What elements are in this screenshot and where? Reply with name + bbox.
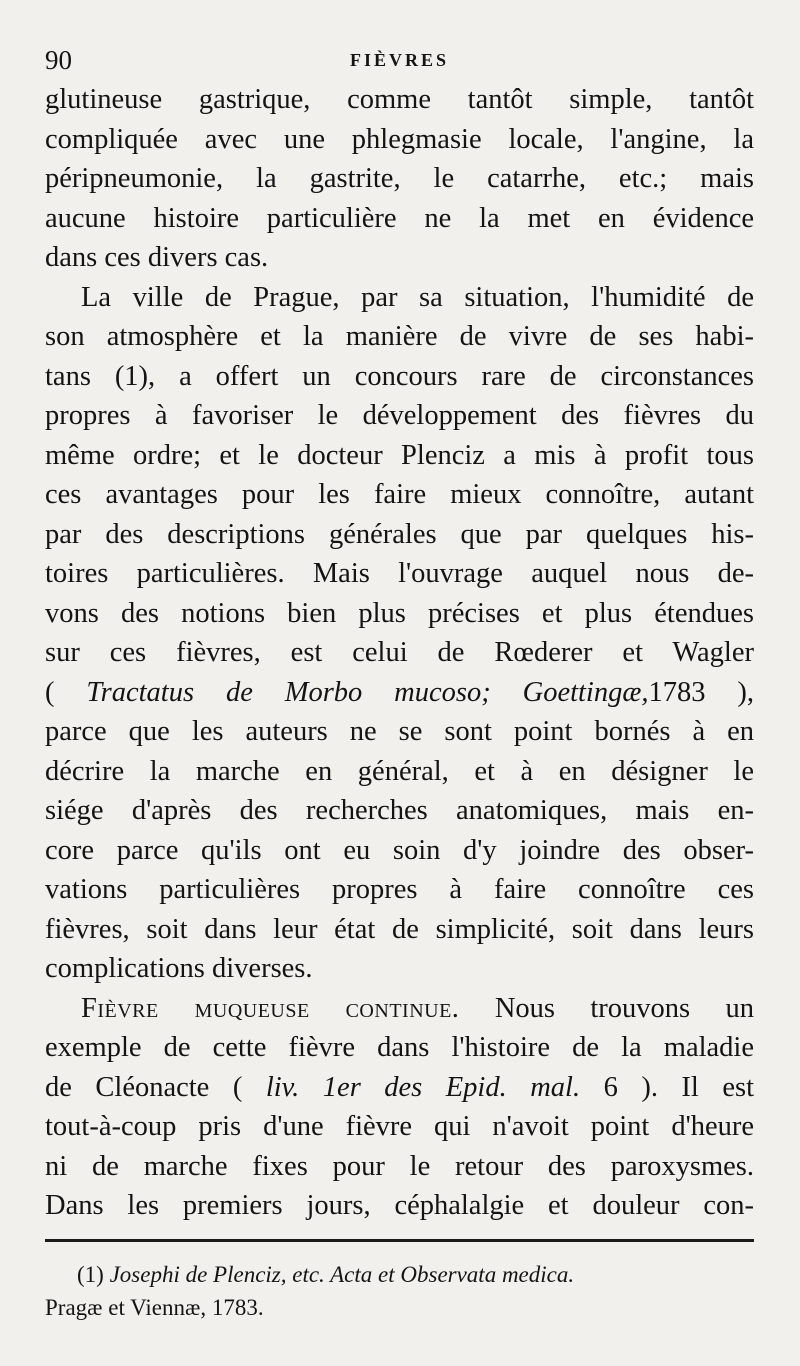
ref-epidemics: liv. 1er des Epid. mal. <box>265 1071 581 1103</box>
running-title: FIÈVRES <box>349 50 450 70</box>
citation-year: 1783 <box>648 676 706 708</box>
text-line: son atmosphère et la manière de vivre de ses habi- <box>45 321 754 352</box>
text-line: tans (1), a offert un concours rare de circonstances <box>45 360 754 392</box>
text-line: complications diverses. <box>45 953 313 984</box>
text-line: parce que les auteurs ne se sont point bornés à en <box>45 716 754 747</box>
text-line: tout-à-coup pris d'une fièvre qui n'avoit point d'heure <box>45 1111 754 1142</box>
section-heading-rest: Nous trouvons un <box>459 992 754 1024</box>
ref-end: ). Il est <box>641 1071 754 1103</box>
text-line: par des descriptions générales que par quelques his- <box>45 518 754 550</box>
text-line: toires particulières. Mais l'ouvrage auquel nous de- <box>45 558 754 589</box>
footnote-line: Pragæ et Viennæ, 1783. <box>45 1295 264 1320</box>
text-line: glutineuse gastrique, comme tantôt simple, tantôt <box>45 84 754 115</box>
footnote-rule <box>45 1239 754 1242</box>
citation-open: ( <box>45 676 87 708</box>
text-line: ni de marche fixes pour le retour des paroxysmes. <box>45 1150 754 1182</box>
ref-start: de Cléonacte ( <box>45 1071 266 1103</box>
text-line: dans ces divers cas. <box>45 242 269 273</box>
text-line: même ordre; et le docteur Plenciz a mis à profit tous <box>45 439 754 471</box>
footnotes <box>45 1258 754 1324</box>
text-line: compliquée avec une phlegmasie locale, l'angine, la <box>45 123 754 155</box>
text-line: La ville de Prague, par sa situation, l'humidité de <box>81 281 754 313</box>
footnote-line <box>45 1258 754 1291</box>
text-line: vations particulières propres à faire connoître ces <box>45 874 754 905</box>
citation-close: ), <box>705 676 754 708</box>
citation-title: Tractatus de Morbo mucoso; Goettingæ, <box>86 676 649 708</box>
ref-number: 6 <box>580 1071 642 1103</box>
text-line: fièvres, soit dans leur état de simplicité, soit dans leurs <box>45 913 754 945</box>
text-line: péripneumonie, la gastrite, le catarrhe, etc.; mais <box>45 163 754 194</box>
text-line: décrire la marche en général, et à en désigner le <box>45 755 754 787</box>
running-head <box>45 40 754 80</box>
citation-line <box>45 673 754 713</box>
page-number: 90 <box>45 45 72 75</box>
text-line: core parce qu'ils ont eu soin d'y joindre des obser- <box>45 834 754 866</box>
text-line: Dans les premiers jours, céphalalgie et douleur con- <box>45 1190 754 1221</box>
main-text <box>45 80 754 1226</box>
reference-line <box>45 1068 754 1108</box>
text-line: vons des notions bien plus précises et plus étendues <box>45 597 754 629</box>
text-line: propres à favoriser le développement des fièvres du <box>45 400 754 431</box>
section-heading-line <box>45 989 754 1029</box>
footnote-marker: (1) <box>77 1262 110 1287</box>
text-line: exemple de cette fièvre dans l'histoire de la maladie <box>45 1032 754 1063</box>
text-line: sur ces fièvres, est celui de Rœderer et Wagler <box>45 637 754 668</box>
footnote-citation: Josephi de Plenciz, etc. Acta et Observata medica. <box>109 1262 575 1287</box>
text-line: siége d'après des recherches anatomiques, mais en- <box>45 795 754 826</box>
text-line: aucune histoire particulière ne la met en évidence <box>45 202 754 234</box>
text-line: ces avantages pour les faire mieux connoître, autant <box>45 479 754 510</box>
section-heading: Fièvre muqueuse continue. <box>81 992 460 1024</box>
